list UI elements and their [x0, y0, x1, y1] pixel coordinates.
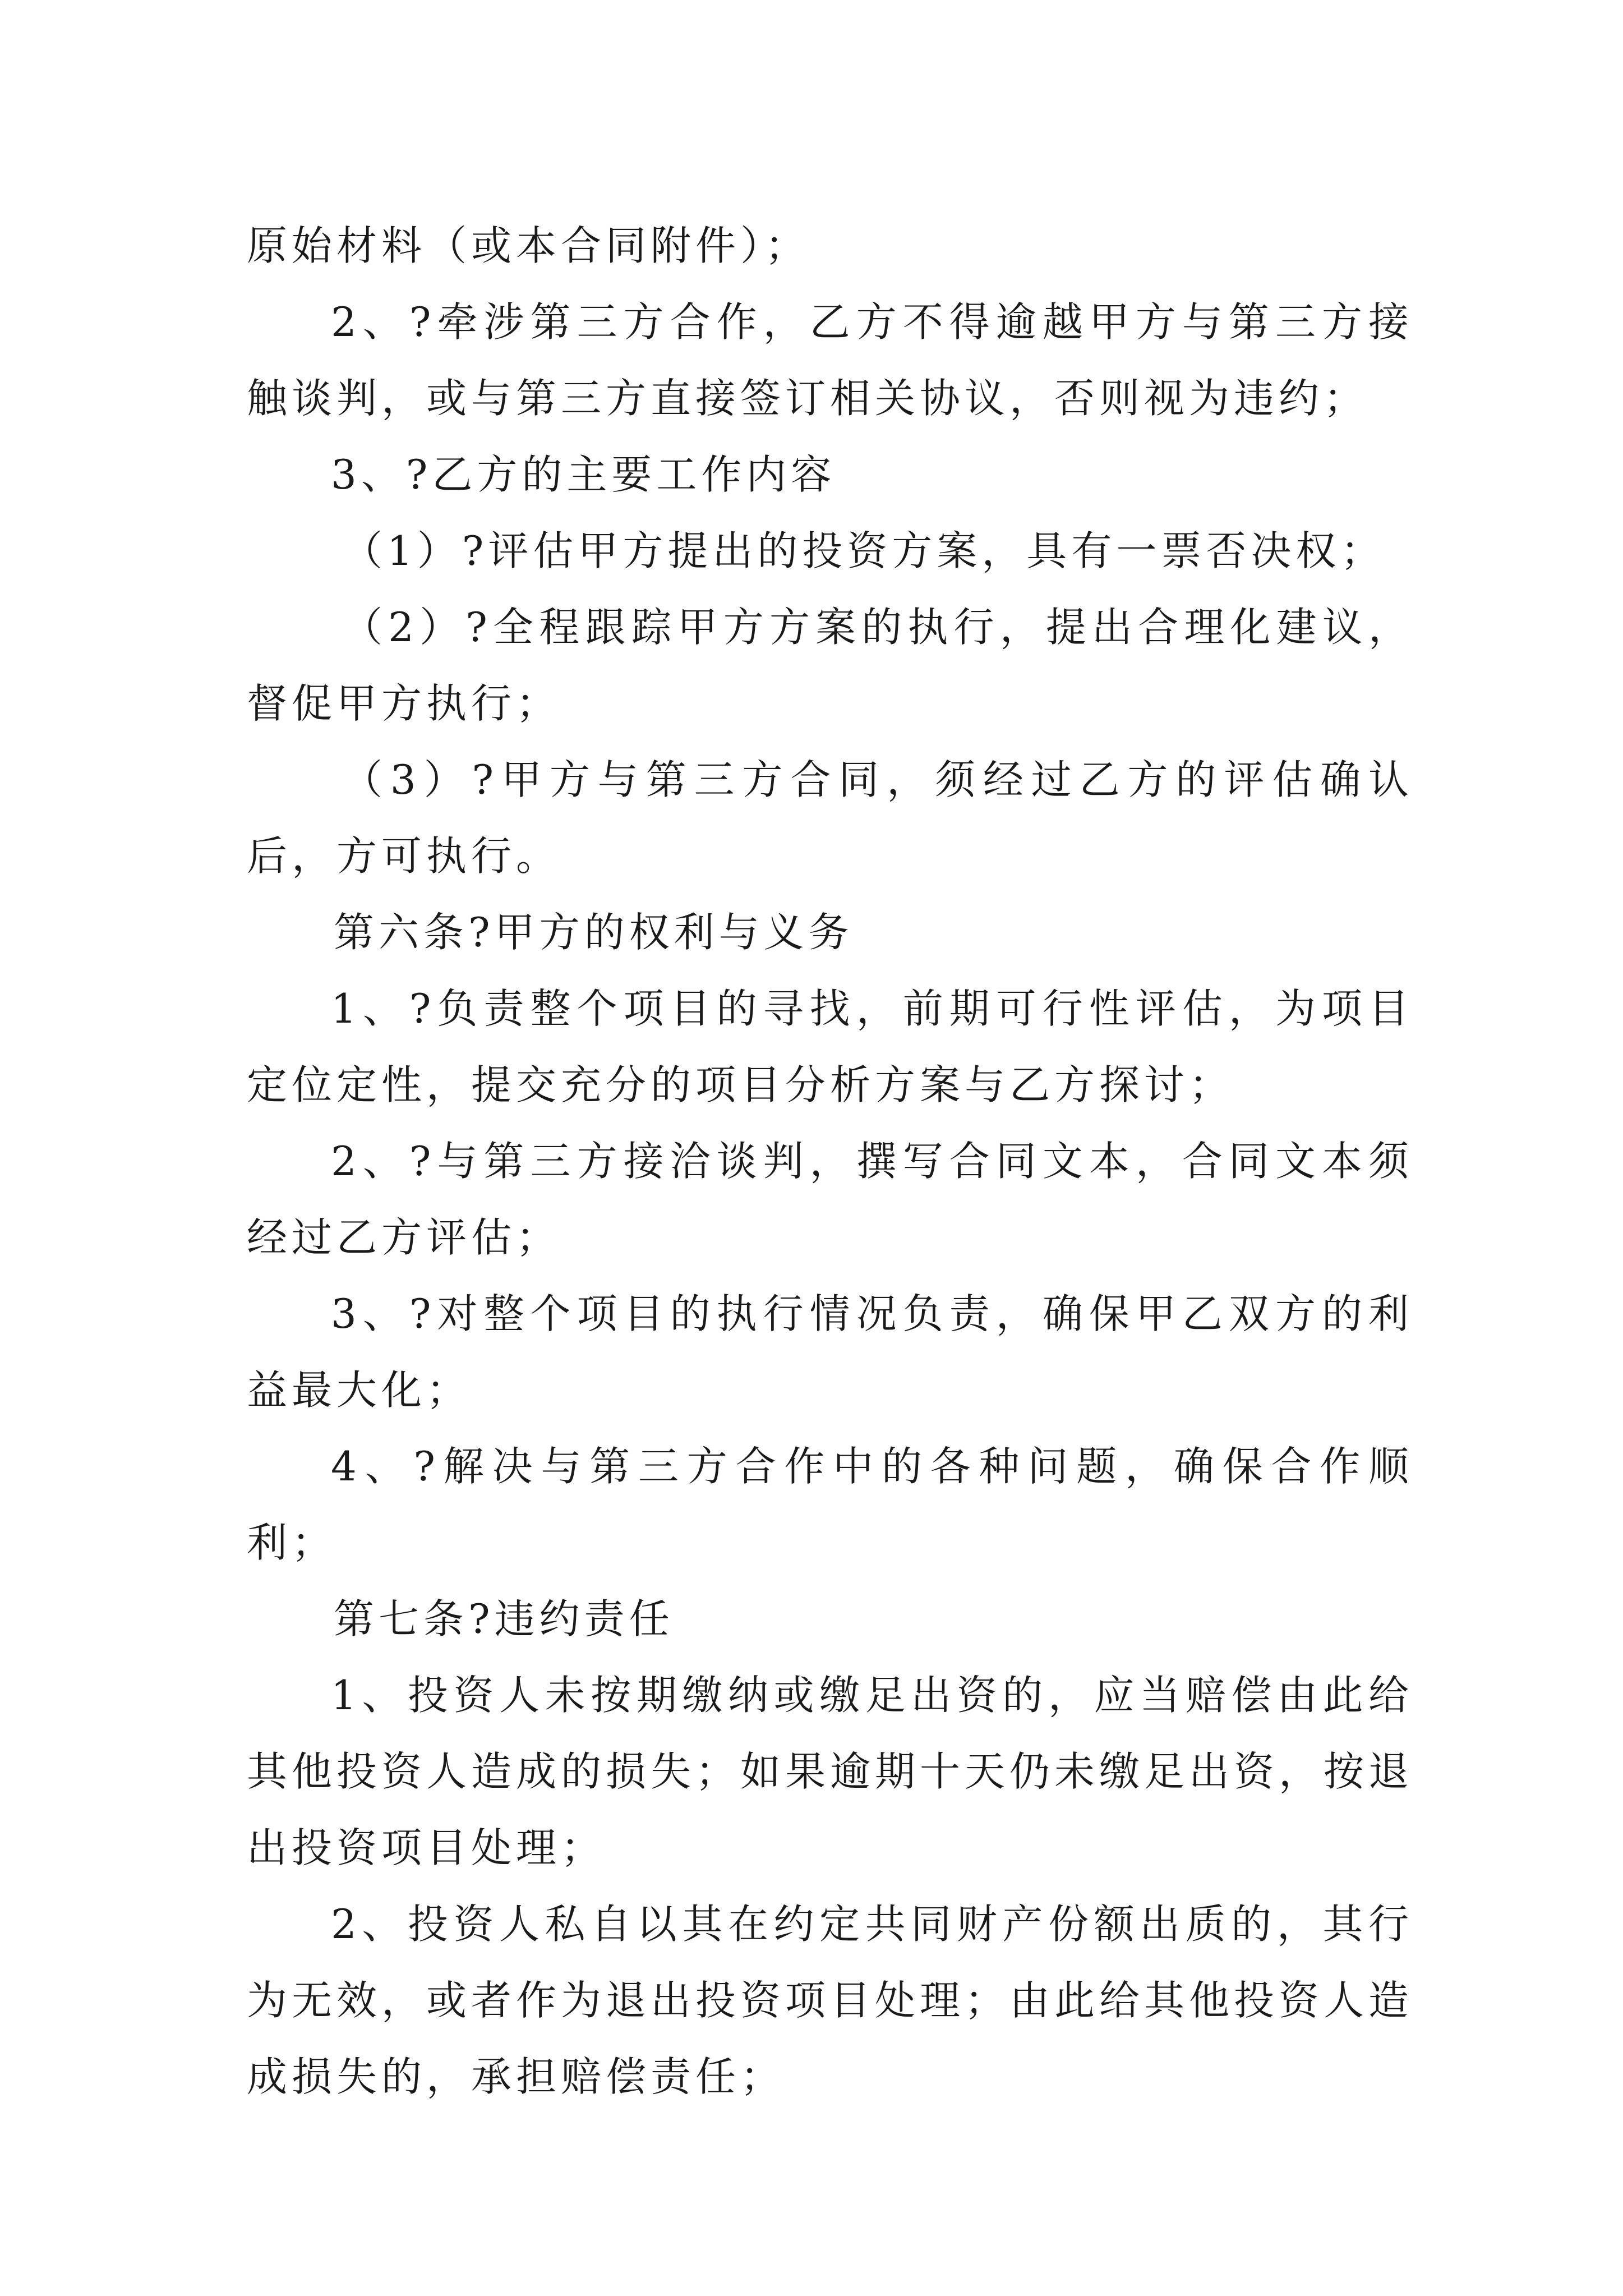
paragraph-6: （3）?甲方与第三方合同，须经过乙方的评估确认后，方可执行。: [247, 756, 1413, 880]
paragraph-2: 2、?牵涉第三方合作，乙方不得逾越甲方与第三方接触谈判，或与第三方直接签订相关协议，否则视为违约；: [247, 298, 1413, 422]
paragraph-13: 1、投资人未按期缴纳或缴足出资的，应当赔偿由此给其他投资人造成的损失；如果逾期十天仍未缴足出资，按退出投资项目处理；: [247, 1672, 1414, 1871]
paragraph-1: 原始材料（或本合同附件）；: [247, 222, 810, 269]
paragraph-8: 1、?负责整个项目的寻找，前期可行性评估，为项目定位定性，提交充分的项目分析方案与乙方探讨；: [247, 985, 1413, 1108]
paragraph-11: 4、?解决与第三方合作中的各种问题，确保合作顺利；: [247, 1443, 1413, 1566]
paragraph-5: （2）?全程跟踪甲方方案的执行，提出合理化建议，督促甲方执行；: [247, 604, 1413, 727]
document-body: [247, 208, 1413, 2115]
section-heading-6: 第六条?甲方的权利与义务: [334, 909, 854, 956]
paragraph-10: 3、?对整个项目的执行情况负责，确保甲乙双方的利益最大化；: [247, 1290, 1413, 1414]
section-heading-7: 第七条?违约责任: [334, 1595, 674, 1642]
paragraph-3: 3、?乙方的主要工作内容: [331, 451, 836, 498]
paragraph-4: （1）?评估甲方提出的投资方案，具有一票否决权；: [342, 527, 1386, 574]
paragraph-9: 2、?与第三方接洽谈判，撰写合同文本，合同文本须经过乙方评估；: [247, 1138, 1413, 1261]
paragraph-14: 2、投资人私自以其在约定共同财产份额出质的，其行为无效，或者作为退出投资项目处理；由此给其他投资人造成损失的，承担赔偿责任；: [247, 1901, 1414, 2100]
